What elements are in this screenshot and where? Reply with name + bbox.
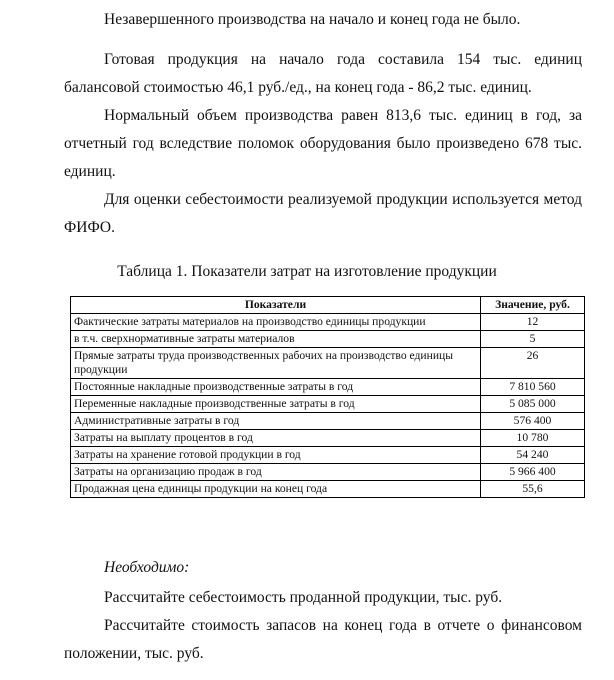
row-value: 12 — [481, 314, 585, 331]
table-row — [71, 331, 585, 348]
table-caption: Таблица 1. Показатели затрат на изготовление продукции — [117, 263, 497, 280]
row-value: 5 085 000 — [481, 396, 585, 413]
row-value: 54 240 — [481, 447, 585, 464]
table-row — [71, 379, 585, 396]
row-value: 7 810 560 — [481, 379, 585, 396]
row-label: Затраты на выплату процентов в год — [71, 430, 481, 447]
paragraph-fifo: Для оценки себестоимости реализуемой продукции используется метод ФИФО. — [64, 191, 582, 236]
row-label: Переменные накладные производственные затраты в год — [71, 396, 481, 413]
table-row — [71, 413, 585, 430]
cost-table — [70, 296, 585, 498]
paragraph-wip: Незавершенного производства на начало и конец года не было. — [104, 11, 521, 28]
table-row — [71, 447, 585, 464]
table-row — [71, 481, 585, 498]
table-header-row — [71, 297, 585, 314]
row-label: Фактические затраты материалов на производство единицы продукции — [71, 314, 481, 331]
row-value: 5 — [481, 331, 585, 348]
row-label: Продажная цена единицы продукции на конец года — [71, 481, 481, 498]
paragraph-production-volume: Нормальный объем производства равен 813,6 тыс. единиц в год, за отчетный год вследствие поломок оборудования было произведено 678 тыс. единиц. — [64, 107, 582, 180]
task-closing-inventory: Рассчитайте стоимость запасов на конец года в отчете о финансовом положении, тыс. руб. — [64, 617, 582, 662]
row-label: Затраты на хранение готовой продукции в год — [71, 447, 481, 464]
table-row — [71, 464, 585, 481]
table-row — [71, 348, 585, 379]
table-row — [71, 430, 585, 447]
paragraph-finished-goods: Готовая продукция на начало года составила 154 тыс. единиц балансовой стоимостью 46,1 руб./ед., на конец года - 86,2 тыс. единиц. — [64, 51, 582, 96]
header-indicator: Показатели — [71, 297, 481, 314]
tasks-heading: Необходимо: — [104, 559, 190, 576]
table-row — [71, 314, 585, 331]
row-value: 26 — [481, 348, 585, 379]
row-label: Прямые затраты труда производственных рабочих на производство единицы продукции — [71, 348, 481, 379]
row-value: 576 400 — [481, 413, 585, 430]
row-label: в т.ч. сверхнормативные затраты материалов — [71, 331, 481, 348]
header-value: Значение, руб. — [481, 297, 585, 314]
task-cost-of-sales: Рассчитайте себестоимость проданной продукции, тыс. руб. — [104, 589, 503, 606]
row-label: Затраты на организацию продаж в год — [71, 464, 481, 481]
table-row — [71, 396, 585, 413]
row-label: Постоянные накладные производственные затраты в год — [71, 379, 481, 396]
row-value: 5 966 400 — [481, 464, 585, 481]
row-label: Административные затраты в год — [71, 413, 481, 430]
row-value: 10 780 — [481, 430, 585, 447]
row-value: 55,6 — [481, 481, 585, 498]
